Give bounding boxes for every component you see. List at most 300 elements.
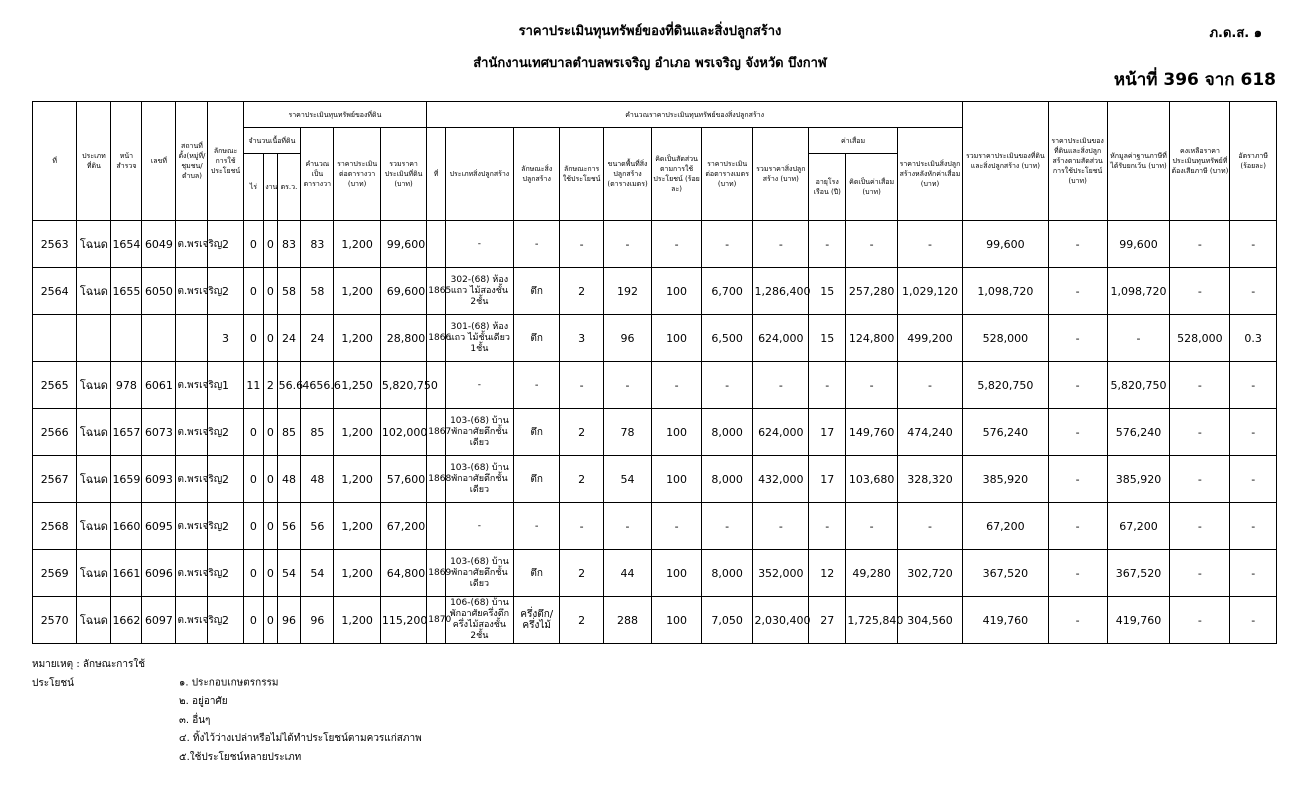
- cell-bld-no: 1867: [427, 409, 446, 456]
- form-code: ภ.ด.ส. ๑: [1209, 26, 1262, 41]
- cell-total-land-building: 419,760: [963, 597, 1049, 644]
- cell-usage: 2: [208, 221, 243, 268]
- cell-bld-area: 78: [603, 409, 652, 456]
- cell-land-total: 67,200: [380, 503, 426, 550]
- col-usage: ลักษณะการใช้ประโยชน์: [208, 102, 243, 221]
- page-indicator: หน้าที่ 396 จาก 618: [1113, 70, 1276, 90]
- cell-bld-area: 96: [603, 315, 652, 362]
- cell-rai: 0: [243, 221, 264, 268]
- cell-remaining: -: [1170, 221, 1230, 268]
- cell-tax-rate: 0.3: [1230, 315, 1277, 362]
- cell-bld-no: 1868: [427, 456, 446, 503]
- cell-usage: 2: [208, 409, 243, 456]
- cell-land-total: 64,800: [380, 550, 426, 597]
- note-item: ๕.ใช้ประโยชน์หลายประเภท: [179, 751, 302, 763]
- cell-price-sqwa: 1,200: [334, 268, 380, 315]
- cell-bld-usage: -: [560, 362, 603, 409]
- col-calc-sqwa: คำนวณเป็นตารางวา: [301, 128, 334, 221]
- cell-usage: 2: [208, 456, 243, 503]
- cell-proportional-value: -: [1048, 221, 1107, 268]
- cell-bld-usage: 3: [560, 315, 603, 362]
- cell-bld-no: 1866: [427, 315, 446, 362]
- notes-prefix: หมายเหตุ : ลักษณะการใช้ประโยชน์: [32, 659, 146, 689]
- cell-dep-age: -: [809, 362, 846, 409]
- cell-usage: 2: [208, 268, 243, 315]
- cell-number: 6095: [142, 503, 176, 550]
- cell-bld-pct: 100: [652, 597, 702, 644]
- cell-bld-total: 624,000: [753, 409, 809, 456]
- cell-no: 2566: [33, 409, 77, 456]
- cell-bld-char: -: [513, 503, 559, 550]
- cell-remaining: -: [1170, 597, 1230, 644]
- cell-deduction: 419,760: [1107, 597, 1170, 644]
- cell-ngan: 0: [264, 503, 277, 550]
- cell-rai: 0: [243, 503, 264, 550]
- cell-dep-age: 15: [809, 315, 846, 362]
- cell-bld-price: 8,000: [701, 456, 753, 503]
- cell-dep-age: 15: [809, 268, 846, 315]
- cell-location: ต.พรเจริญ: [176, 597, 208, 644]
- report-title: ราคาประเมินทุนทรัพย์ของที่ดินและสิ่งปลูกสร้าง: [518, 24, 782, 39]
- cell-land-total: 69,600: [380, 268, 426, 315]
- cell-bld-area: -: [603, 503, 652, 550]
- col-rai: ไร่: [243, 154, 264, 221]
- cell-bld-type: 103-(68) บ้านพักอาศัยตึกชั้นเดียว: [445, 456, 513, 503]
- cell-deduction: 5,820,750: [1107, 362, 1170, 409]
- cell-bld-pct: -: [652, 362, 702, 409]
- cell-bld-type: 302-(68) ห้องแถว ไม้สองชั้น 2ชั้น: [445, 268, 513, 315]
- cell-dep-age: 17: [809, 456, 846, 503]
- cell-bld-pct: 100: [652, 550, 702, 597]
- cell-bld-after-dep: -: [897, 503, 962, 550]
- cell-dep-amount: 257,280: [846, 268, 898, 315]
- cell-sqwa: 56: [277, 503, 301, 550]
- cell-bld-char: ตึก: [513, 268, 559, 315]
- cell-rai: 0: [243, 597, 264, 644]
- cell-bld-area: -: [603, 221, 652, 268]
- group-depreciation: ค่าเสื่อม: [809, 128, 898, 154]
- col-price-sqwa: ราคาประเมินต่อตารางวา (บาท): [334, 128, 380, 221]
- cell-total-land-building: 67,200: [963, 503, 1049, 550]
- cell-bld-total: -: [753, 221, 809, 268]
- cell-bld-area: 54: [603, 456, 652, 503]
- cell-total-land-building: 99,600: [963, 221, 1049, 268]
- cell-price-sqwa: 1,250: [334, 362, 380, 409]
- cell-location: [176, 315, 208, 362]
- cell-price-sqwa: 1,200: [334, 221, 380, 268]
- cell-bld-after-dep: 1,029,120: [897, 268, 962, 315]
- table-row: [33, 597, 1277, 644]
- cell-proportional-value: -: [1048, 362, 1107, 409]
- cell-bld-after-dep: -: [897, 221, 962, 268]
- table-row: [33, 456, 1277, 503]
- cell-bld-pct: -: [652, 221, 702, 268]
- cell-remaining: 528,000: [1170, 315, 1230, 362]
- table-row: [33, 362, 1277, 409]
- col-bld-total: รวมราคาสิ่งปลูกสร้าง (บาท): [753, 128, 809, 221]
- cell-proportional-value: -: [1048, 503, 1107, 550]
- cell-ngan: 2: [264, 362, 277, 409]
- cell-rai: 0: [243, 315, 264, 362]
- cell-bld-char: -: [513, 221, 559, 268]
- cell-bld-pct: 100: [652, 268, 702, 315]
- cell-dep-amount: -: [846, 362, 898, 409]
- col-bld-price: ราคาประเมินต่อตารางเมตร (บาท): [701, 128, 753, 221]
- cell-number: 6049: [142, 221, 176, 268]
- cell-bld-type: 103-(68) บ้านพักอาศัยตึกชั้นเดียว: [445, 550, 513, 597]
- cell-no: 2570: [33, 597, 77, 644]
- cell-no: 2568: [33, 503, 77, 550]
- cell-total-land-building: 367,520: [963, 550, 1049, 597]
- cell-location: ต.พรเจริญ: [176, 550, 208, 597]
- cell-land-total: 57,600: [380, 456, 426, 503]
- cell-usage: 2: [208, 550, 243, 597]
- cell-rai: 0: [243, 456, 264, 503]
- cell-bld-area: 288: [603, 597, 652, 644]
- col-bld-usage: ลักษณะการใช้ประโยชน์: [560, 128, 603, 221]
- cell-ngan: 0: [264, 409, 277, 456]
- cell-location: ต.พรเจริญ: [176, 362, 208, 409]
- cell-remaining: -: [1170, 456, 1230, 503]
- cell-deduction: 67,200: [1107, 503, 1170, 550]
- cell-ngan: 0: [264, 597, 277, 644]
- cell-bld-total: 352,000: [753, 550, 809, 597]
- cell-bld-pct: 100: [652, 456, 702, 503]
- cell-no: 2567: [33, 456, 77, 503]
- cell-bld-pct: 100: [652, 315, 702, 362]
- cell-no: 2569: [33, 550, 77, 597]
- col-total-land-building: รวมราคาประเมินของที่ดินและสิ่งปลูกสร้าง (บาท): [963, 102, 1049, 221]
- group-area: จำนวนเนื้อที่ดิน: [243, 128, 301, 154]
- cell-bld-char: ตึก: [513, 315, 559, 362]
- cell-bld-char: ตึก: [513, 456, 559, 503]
- cell-survey-page: [111, 315, 142, 362]
- cell-land-total: 115,200: [380, 597, 426, 644]
- cell-dep-amount: 124,800: [846, 315, 898, 362]
- cell-deduction: 99,600: [1107, 221, 1170, 268]
- cell-number: 6061: [142, 362, 176, 409]
- cell-bld-usage: -: [560, 503, 603, 550]
- cell-total-land-building: 5,820,750: [963, 362, 1049, 409]
- cell-deed-type: โฉนด: [77, 456, 111, 503]
- cell-bld-no: 1870: [427, 597, 446, 644]
- cell-tax-rate: -: [1230, 268, 1277, 315]
- cell-price-sqwa: 1,200: [334, 409, 380, 456]
- cell-bld-area: -: [603, 362, 652, 409]
- cell-bld-char: ตึก: [513, 550, 559, 597]
- cell-deed-type: โฉนด: [77, 362, 111, 409]
- col-dep-age: อายุโรงเรือน (ปี): [809, 154, 846, 221]
- cell-no: 2564: [33, 268, 77, 315]
- cell-price-sqwa: 1,200: [334, 503, 380, 550]
- cell-proportional-value: -: [1048, 409, 1107, 456]
- table-row: [33, 221, 1277, 268]
- cell-deduction: 367,520: [1107, 550, 1170, 597]
- cell-deed-type: โฉนด: [77, 550, 111, 597]
- col-bld-after-dep: ราคาประเมินสิ่งปลูกสร้างหลังหักค่าเสื่อม (บาท): [897, 128, 962, 221]
- col-sqwa: ตร.ว.: [277, 154, 301, 221]
- cell-bld-usage: 2: [560, 597, 603, 644]
- cell-survey-page: 1662: [111, 597, 142, 644]
- cell-bld-after-dep: 474,240: [897, 409, 962, 456]
- cell-price-sqwa: 1,200: [334, 456, 380, 503]
- report-subtitle: สำนักงานเทศบาลตำบลพรเจริญ อำเภอ พรเจริญ จังหวัด บึงกาฬ: [473, 56, 827, 71]
- col-remaining: คงเหลือราคาประเมินทุนทรัพย์ที่ต้องเสียภาษี (บาท): [1170, 102, 1230, 221]
- cell-bld-after-dep: 328,320: [897, 456, 962, 503]
- cell-no: 2565: [33, 362, 77, 409]
- cell-bld-pct: -: [652, 503, 702, 550]
- cell-tax-rate: -: [1230, 550, 1277, 597]
- cell-deduction: 1,098,720: [1107, 268, 1170, 315]
- cell-remaining: -: [1170, 550, 1230, 597]
- col-survey-page: หน้าสำรวจ: [111, 102, 142, 221]
- cell-bld-total: -: [753, 503, 809, 550]
- col-bld-type: ประเภทสิ่งปลูกสร้าง: [445, 128, 513, 221]
- cell-bld-total: 2,030,400: [753, 597, 809, 644]
- cell-bld-total: -: [753, 362, 809, 409]
- cell-calc-sqwa: 48: [301, 456, 334, 503]
- cell-location: ต.พรเจริญ: [176, 409, 208, 456]
- col-land-total: รวมราคาประเมินที่ดิน (บาท): [380, 128, 426, 221]
- cell-dep-amount: 149,760: [846, 409, 898, 456]
- group-land: ราคาประเมินทุนทรัพย์ของที่ดิน: [243, 102, 427, 128]
- cell-proportional-value: -: [1048, 456, 1107, 503]
- cell-deed-type: [77, 315, 111, 362]
- cell-bld-no: 1869: [427, 550, 446, 597]
- cell-proportional-value: -: [1048, 315, 1107, 362]
- cell-bld-char: ตึก: [513, 409, 559, 456]
- cell-tax-rate: -: [1230, 456, 1277, 503]
- cell-usage: 2: [208, 503, 243, 550]
- cell-sqwa: 24: [277, 315, 301, 362]
- cell-land-total: 5,820,750: [380, 362, 426, 409]
- cell-bld-after-dep: 499,200: [897, 315, 962, 362]
- cell-rai: 11: [243, 362, 264, 409]
- cell-dep-amount: 1,725,840: [846, 597, 898, 644]
- col-deed-type: ประเภทที่ดิน: [77, 102, 111, 221]
- cell-bld-no: [427, 221, 446, 268]
- note-item: ๓. อื่นๆ: [179, 714, 211, 726]
- cell-total-land-building: 385,920: [963, 456, 1049, 503]
- cell-bld-after-dep: 302,720: [897, 550, 962, 597]
- cell-deed-type: โฉนด: [77, 503, 111, 550]
- cell-survey-page: 1660: [111, 503, 142, 550]
- cell-remaining: -: [1170, 362, 1230, 409]
- cell-remaining: -: [1170, 268, 1230, 315]
- table-row: [33, 315, 1277, 362]
- cell-no: [33, 315, 77, 362]
- cell-deed-type: โฉนด: [77, 409, 111, 456]
- col-deduction: หักมูลค่าฐานภาษีที่ได้รับยกเว้น (บาท): [1107, 102, 1170, 221]
- cell-rai: 0: [243, 409, 264, 456]
- cell-ngan: 0: [264, 221, 277, 268]
- cell-sqwa: 58: [277, 268, 301, 315]
- cell-ngan: 0: [264, 550, 277, 597]
- col-number: เลขที่: [142, 102, 176, 221]
- cell-dep-amount: 103,680: [846, 456, 898, 503]
- cell-land-total: 102,000: [380, 409, 426, 456]
- cell-sqwa: 48: [277, 456, 301, 503]
- cell-usage: 2: [208, 597, 243, 644]
- cell-bld-type: 106-(68) บ้านพักอาศัยครึ่งตึกครึ่งไม้สองชั้น 2ชั้น: [445, 597, 513, 644]
- cell-bld-area: 44: [603, 550, 652, 597]
- cell-land-total: 99,600: [380, 221, 426, 268]
- cell-proportional-value: -: [1048, 550, 1107, 597]
- table-row: [33, 268, 1277, 315]
- cell-dep-amount: 49,280: [846, 550, 898, 597]
- cell-ngan: 0: [264, 268, 277, 315]
- cell-bld-price: 6,700: [701, 268, 753, 315]
- cell-bld-usage: 2: [560, 268, 603, 315]
- note-item: ๔. ทิ้งไว้ว่างเปล่าหรือไม่ได้ทำประโยชน์ตามควรแก่สภาพ: [179, 733, 422, 744]
- cell-bld-after-dep: -: [897, 362, 962, 409]
- cell-dep-amount: -: [846, 221, 898, 268]
- cell-rai: 0: [243, 268, 264, 315]
- cell-price-sqwa: 1,200: [334, 597, 380, 644]
- cell-bld-price: 6,500: [701, 315, 753, 362]
- cell-calc-sqwa: 83: [301, 221, 334, 268]
- cell-number: [142, 315, 176, 362]
- cell-price-sqwa: 1,200: [334, 315, 380, 362]
- cell-deduction: -: [1107, 315, 1170, 362]
- cell-deduction: 576,240: [1107, 409, 1170, 456]
- cell-survey-page: 1659: [111, 456, 142, 503]
- cell-remaining: -: [1170, 503, 1230, 550]
- cell-usage: 1: [208, 362, 243, 409]
- cell-price-sqwa: 1,200: [334, 550, 380, 597]
- col-ngan: งาน: [264, 154, 277, 221]
- cell-survey-page: 1661: [111, 550, 142, 597]
- cell-bld-pct: 100: [652, 409, 702, 456]
- cell-calc-sqwa: 58: [301, 268, 334, 315]
- cell-sqwa: 54: [277, 550, 301, 597]
- cell-sqwa: 56.6: [277, 362, 301, 409]
- cell-calc-sqwa: 56: [301, 503, 334, 550]
- cell-deed-type: โฉนด: [77, 268, 111, 315]
- cell-number: 6050: [142, 268, 176, 315]
- cell-survey-page: 978: [111, 362, 142, 409]
- cell-deed-type: โฉนด: [77, 597, 111, 644]
- cell-proportional-value: -: [1048, 268, 1107, 315]
- cell-dep-age: -: [809, 503, 846, 550]
- col-bld-area: ขนาดพื้นที่สิ่งปลูกสร้าง (ตารางเมตร): [603, 128, 652, 221]
- col-tax-rate: อัตราภาษี (ร้อยละ): [1230, 102, 1277, 221]
- notes: [32, 656, 422, 767]
- cell-location: ต.พรเจริญ: [176, 503, 208, 550]
- cell-total-land-building: 528,000: [963, 315, 1049, 362]
- assessment-table: [32, 101, 1277, 644]
- cell-tax-rate: -: [1230, 221, 1277, 268]
- cell-bld-type: -: [445, 362, 513, 409]
- cell-proportional-value: -: [1048, 597, 1107, 644]
- cell-bld-price: -: [701, 221, 753, 268]
- cell-number: 6093: [142, 456, 176, 503]
- cell-bld-type: 301-(68) ห้องแถว ไม้ชั้นเดียว 1ชั้น: [445, 315, 513, 362]
- cell-bld-type: -: [445, 221, 513, 268]
- cell-bld-after-dep: 304,560: [897, 597, 962, 644]
- cell-survey-page: 1657: [111, 409, 142, 456]
- cell-location: ต.พรเจริญ: [176, 268, 208, 315]
- cell-bld-total: 432,000: [753, 456, 809, 503]
- table-body: [33, 221, 1277, 644]
- col-bld-pct: คิดเป็นสัดส่วนตามการใช้ประโยชน์ (ร้อยละ): [652, 128, 702, 221]
- cell-sqwa: 85: [277, 409, 301, 456]
- cell-deed-type: โฉนด: [77, 221, 111, 268]
- cell-dep-age: 27: [809, 597, 846, 644]
- col-bld-char: ลักษณะสิ่งปลูกสร้าง: [513, 128, 559, 221]
- cell-calc-sqwa: 85: [301, 409, 334, 456]
- cell-bld-usage: 2: [560, 550, 603, 597]
- table-row: [33, 503, 1277, 550]
- cell-bld-total: 624,000: [753, 315, 809, 362]
- col-location: สถานที่ตั้ง(หมู่ที่/ชุมชน/ตำบล): [176, 102, 208, 221]
- cell-calc-sqwa: 96: [301, 597, 334, 644]
- cell-survey-page: 1655: [111, 268, 142, 315]
- cell-number: 6097: [142, 597, 176, 644]
- col-bld-no: ที่: [427, 128, 446, 221]
- cell-dep-age: 17: [809, 409, 846, 456]
- cell-calc-sqwa: 4656.6: [301, 362, 334, 409]
- cell-bld-usage: 2: [560, 409, 603, 456]
- cell-number: 6096: [142, 550, 176, 597]
- note-item: ๑. ประกอบเกษตรกรรม: [179, 677, 279, 689]
- cell-bld-price: 8,000: [701, 550, 753, 597]
- cell-calc-sqwa: 24: [301, 315, 334, 362]
- cell-bld-price: 7,050: [701, 597, 753, 644]
- cell-usage: 3: [208, 315, 243, 362]
- cell-total-land-building: 1,098,720: [963, 268, 1049, 315]
- cell-tax-rate: -: [1230, 409, 1277, 456]
- col-dep-amount: คิดเป็นค่าเสื่อม (บาท): [846, 154, 898, 221]
- cell-no: 2563: [33, 221, 77, 268]
- cell-ngan: 0: [264, 456, 277, 503]
- cell-bld-no: 1865: [427, 268, 446, 315]
- cell-remaining: -: [1170, 409, 1230, 456]
- table-row: [33, 550, 1277, 597]
- group-building: คำนวณราคาประเมินทุนทรัพย์ของสิ่งปลูกสร้าง: [427, 102, 963, 128]
- cell-bld-total: 1,286,400: [753, 268, 809, 315]
- cell-deduction: 385,920: [1107, 456, 1170, 503]
- cell-bld-area: 192: [603, 268, 652, 315]
- cell-total-land-building: 576,240: [963, 409, 1049, 456]
- cell-bld-no: [427, 503, 446, 550]
- cell-calc-sqwa: 54: [301, 550, 334, 597]
- cell-dep-amount: -: [846, 503, 898, 550]
- cell-tax-rate: -: [1230, 597, 1277, 644]
- cell-sqwa: 96: [277, 597, 301, 644]
- cell-number: 6073: [142, 409, 176, 456]
- cell-ngan: 0: [264, 315, 277, 362]
- cell-bld-usage: -: [560, 221, 603, 268]
- cell-tax-rate: -: [1230, 362, 1277, 409]
- col-no: ที่: [33, 102, 77, 221]
- cell-sqwa: 83: [277, 221, 301, 268]
- cell-bld-price: 8,000: [701, 409, 753, 456]
- cell-bld-usage: 2: [560, 456, 603, 503]
- cell-tax-rate: -: [1230, 503, 1277, 550]
- table-row: [33, 409, 1277, 456]
- cell-bld-char: -: [513, 362, 559, 409]
- cell-dep-age: 12: [809, 550, 846, 597]
- cell-location: ต.พรเจริญ: [176, 456, 208, 503]
- cell-land-total: 28,800: [380, 315, 426, 362]
- cell-dep-age: -: [809, 221, 846, 268]
- cell-rai: 0: [243, 550, 264, 597]
- cell-location: ต.พรเจริญ: [176, 221, 208, 268]
- cell-bld-type: 103-(68) บ้านพักอาศัยตึกชั้นเดียว: [445, 409, 513, 456]
- cell-bld-type: -: [445, 503, 513, 550]
- cell-bld-price: -: [701, 362, 753, 409]
